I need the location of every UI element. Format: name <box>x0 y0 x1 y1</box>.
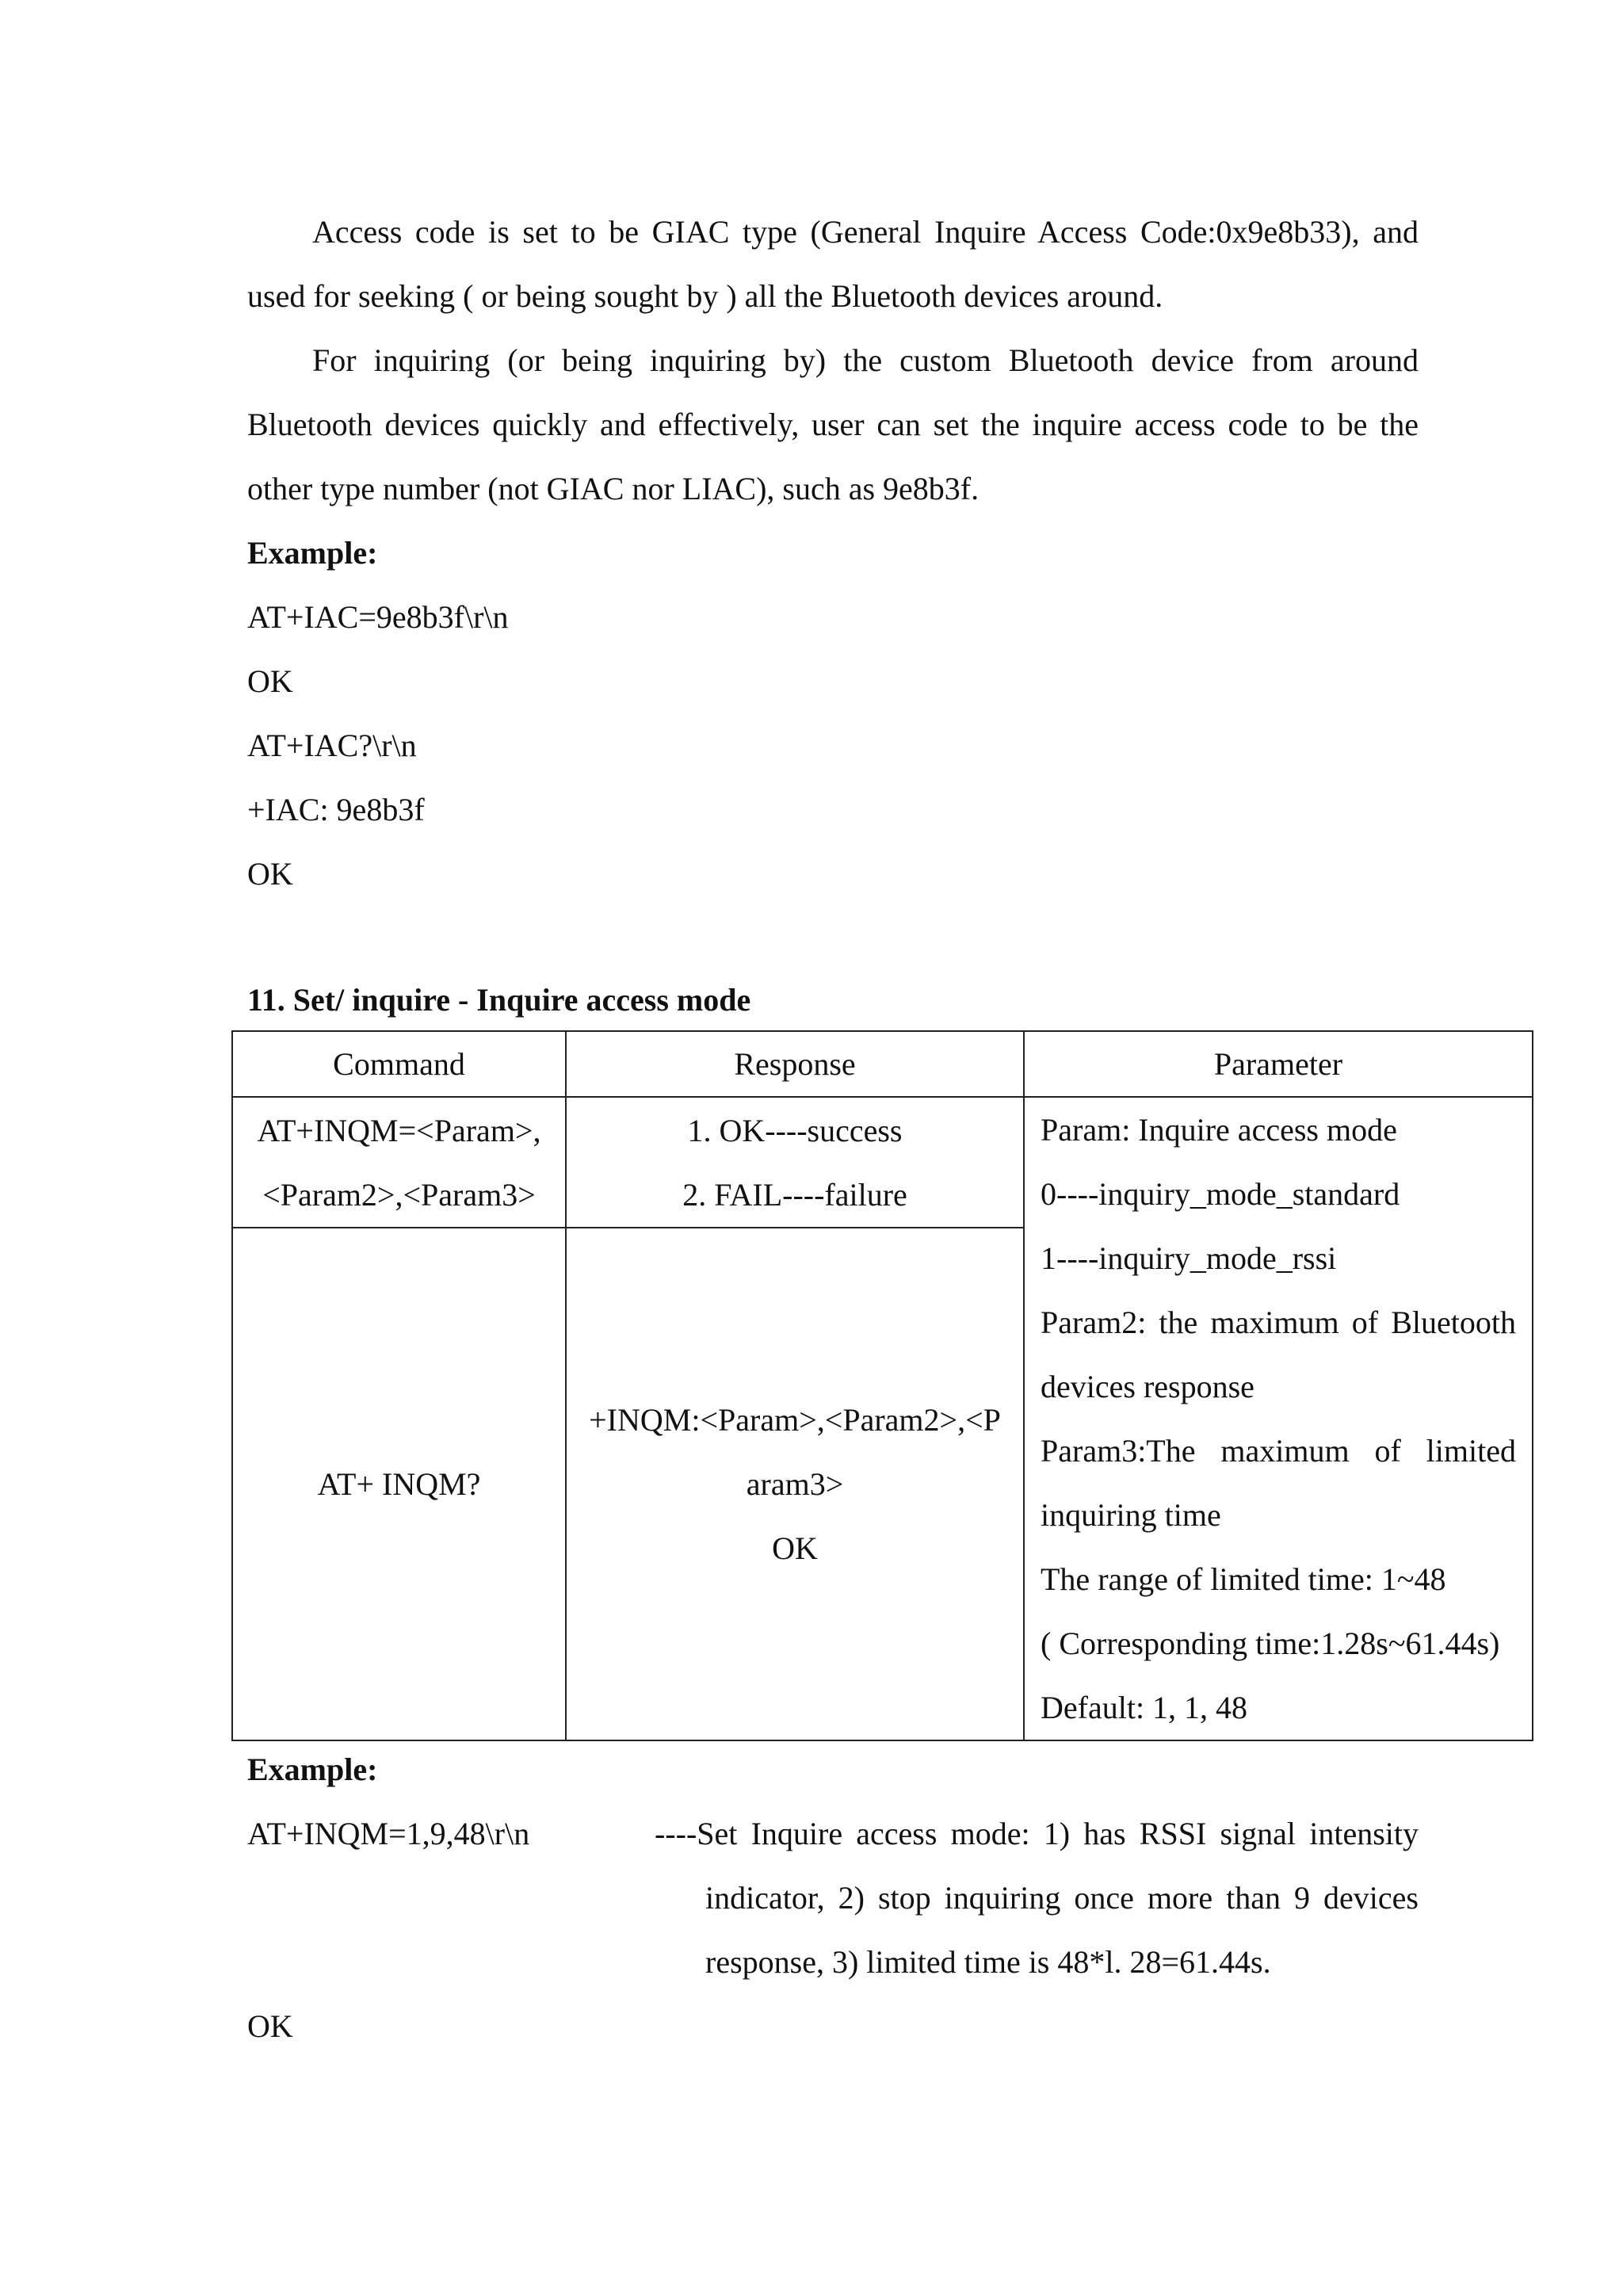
parameter-cell <box>1024 1097 1533 1740</box>
parameter-line: Param2: the maximum of Bluetooth <box>1041 1305 1516 1340</box>
command-table <box>231 1030 1533 1741</box>
table-row <box>232 1097 1533 1228</box>
example-1-line: OK <box>247 856 293 892</box>
example-2-desc-line2: indicator, 2) stop inquiring once more than 9 devices <box>705 1880 1419 1916</box>
example-1-line: +IAC: 9e8b3f <box>247 792 425 827</box>
example-1-line: AT+IAC?\r\n <box>247 728 417 763</box>
intro-paragraph-2 <box>247 328 1419 521</box>
intro-p1-line1: Access code is set to be GIAC type (General Inquire Access Code:0x9e8b33), and <box>312 214 1419 250</box>
row1-response-line1: 1. OK----success <box>687 1112 903 1148</box>
row1-command-line2: <Param2>,<Param3> <box>262 1176 536 1213</box>
intro-paragraph-1 <box>247 200 1419 328</box>
intro-p1-line2: used for seeking ( or being sought by ) all the Bluetooth devices around. <box>247 278 1163 314</box>
parameter-line: devices response <box>1041 1369 1254 1404</box>
parameter-line: Param3:The maximum of limited <box>1041 1433 1516 1469</box>
example-1-label: Example: <box>247 535 378 571</box>
parameter-line: 0----inquiry_mode_standard <box>1041 1176 1400 1212</box>
intro-p2-line1: For inquiring (or being inquiring by) the custom Bluetooth device from around <box>312 342 1419 378</box>
parameter-line: Param: Inquire access mode <box>1041 1112 1397 1148</box>
example-2-desc-line3: response, 3) limited time is 48*l. 28=61.44s. <box>705 1944 1271 1980</box>
intro-p2-line2: Bluetooth devices quickly and effectively, user can set the inquire access code to be the <box>247 407 1419 442</box>
parameter-line: The range of limited time: 1~48 <box>1041 1561 1446 1597</box>
example-1-line: OK <box>247 663 293 699</box>
example-2-desc-line1: ----Set Inquire access mode: 1) has RSSI signal intensity <box>655 1816 1419 1851</box>
row2-response-line2: aram3> <box>746 1466 844 1502</box>
row1-command-line1: AT+INQM=<Param>, <box>257 1112 541 1148</box>
row2-response-line3: OK <box>772 1530 818 1566</box>
parameter-line: ( Corresponding time:1.28s~61.44s) <box>1041 1626 1500 1661</box>
section-heading: 11. Set/ inquire - Inquire access mode <box>247 982 751 1018</box>
parameter-line: Default: 1, 1, 48 <box>1041 1690 1248 1725</box>
row1-command <box>232 1097 566 1228</box>
intro-p2-line3: other type number (not GIAC nor LIAC), such as 9e8b3f. <box>247 471 980 506</box>
row2-response <box>566 1228 1024 1740</box>
example-1 <box>247 521 1419 906</box>
example-1-line: AT+IAC=9e8b3f\r\n <box>247 599 509 635</box>
example-2-ok: OK <box>247 2008 293 2044</box>
parameter-line: inquiring time <box>1041 1497 1221 1533</box>
header-parameter: Parameter <box>1024 1031 1533 1097</box>
row2-response-line1: +INQM:<Param>,<Param2>,<P <box>589 1402 1001 1438</box>
example-2-command: AT+INQM=1,9,48\r\n <box>247 1816 530 1851</box>
row2-command: AT+ INQM? <box>232 1228 566 1740</box>
table-header-row <box>232 1031 1533 1097</box>
row1-response-line2: 2. FAIL----failure <box>682 1176 907 1213</box>
header-command: Command <box>232 1031 566 1097</box>
header-response: Response <box>566 1031 1024 1097</box>
example-2-label: Example: <box>247 1752 378 1787</box>
parameter-line: 1----inquiry_mode_rssi <box>1041 1240 1337 1276</box>
row1-response <box>566 1097 1024 1228</box>
